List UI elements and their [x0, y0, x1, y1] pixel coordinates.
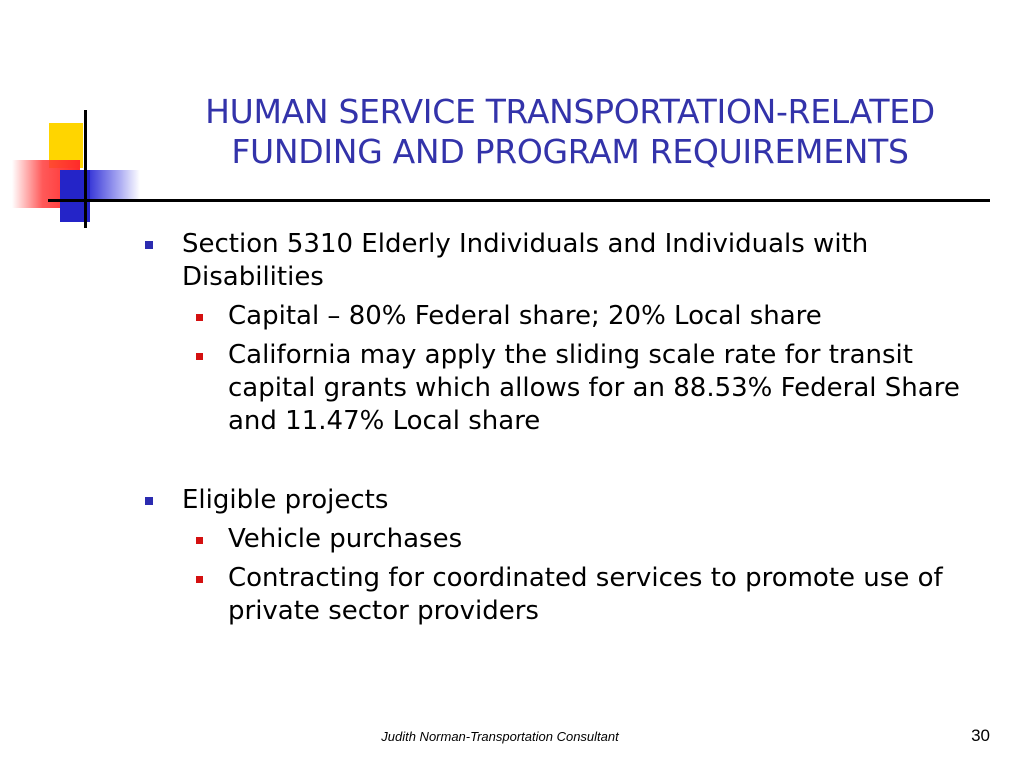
sub-bullet-sliding-scale — [140, 339, 1000, 438]
square-bullet-icon — [196, 576, 203, 583]
bullet-section-5310 — [140, 228, 1000, 294]
sub-bullet-vehicle-purchases — [140, 523, 1000, 556]
page-number: 30 — [971, 726, 990, 745]
blue-fade-decoration — [90, 170, 140, 200]
square-bullet-icon — [145, 241, 153, 249]
square-bullet-icon — [196, 353, 203, 360]
slide-footer: Judith Norman-Transportation Consultant — [381, 729, 619, 744]
bullet-eligible-projects — [140, 484, 1000, 517]
title-underline-rule — [48, 199, 990, 202]
sub-bullet-capital-share — [140, 300, 1000, 333]
square-bullet-icon — [145, 497, 153, 505]
sub-bullet-text: California may apply the sliding scale rate for transit capital grants which allows for an 88.53% Federal Share and 11.47% Local share — [228, 340, 960, 436]
slide-body — [140, 228, 1000, 628]
sub-bullet-contracting — [140, 562, 1000, 628]
sub-bullet-text: Vehicle purchases — [228, 524, 463, 554]
bullet-text: Eligible projects — [182, 485, 389, 515]
sub-bullet-text: Capital – 80% Federal share; 20% Local share — [228, 301, 822, 331]
slide-title-line-1: HUMAN SERVICE TRANSPORTATION-RELATED — [205, 92, 935, 131]
sub-bullet-text: Contracting for coordinated services to promote use of private sector providers — [228, 563, 943, 626]
vertical-rule — [84, 110, 87, 228]
square-bullet-icon — [196, 537, 203, 544]
bullet-text: Section 5310 Elderly Individuals and Individuals with Disabilities — [182, 229, 869, 292]
slide-title-line-2: FUNDING AND PROGRAM REQUIREMENTS — [231, 132, 909, 171]
corner-decoration — [0, 0, 150, 240]
square-bullet-icon — [196, 314, 203, 321]
spacer — [140, 438, 1000, 484]
slide-title — [140, 92, 1000, 172]
